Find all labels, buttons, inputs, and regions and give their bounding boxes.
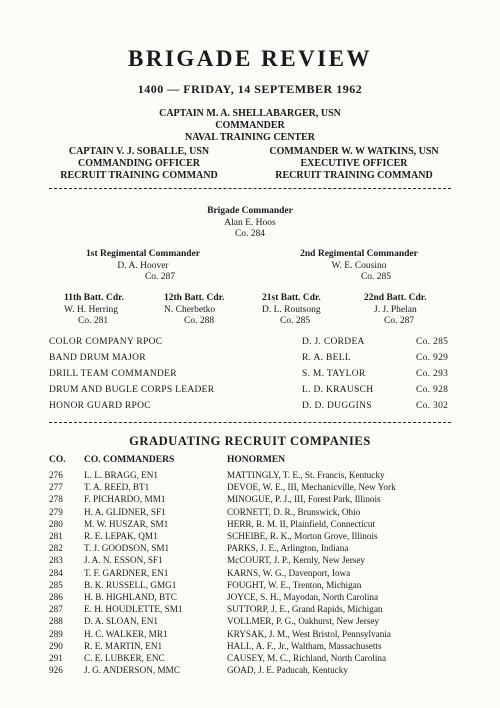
graduating-section-title: GRADUATING RECRUIT COMPANIES <box>129 434 371 448</box>
role-row <box>0 337 500 354</box>
company-number: 287 <box>49 604 63 615</box>
company-number: 926 <box>49 665 63 676</box>
company-number: 278 <box>49 494 63 505</box>
role-co: Co. 302 <box>416 401 449 411</box>
commander-block <box>0 108 500 144</box>
battalion-name: W. H. Herring <box>64 304 118 315</box>
table-row <box>0 580 500 592</box>
table-row <box>0 604 500 616</box>
battalion-name: D. L. Routsong <box>262 304 321 315</box>
battalion-title: 11th Batt. Cdr. <box>64 293 124 303</box>
company-commander: M. W. HUSZAR, SM1 <box>84 518 169 529</box>
executive-officer-block <box>251 146 457 182</box>
company-commander: R. E. MARTIN, EN1 <box>84 640 163 651</box>
battalion-title: 22nd Batt. Cdr. <box>364 293 427 303</box>
table-row <box>0 531 500 543</box>
company-number: 276 <box>49 470 63 480</box>
brigade-commander-title: Brigade Commander <box>207 206 293 216</box>
honorman: CORNETT, D. R., Brunswick, Ohio <box>227 506 361 517</box>
company-commander: T. F. GARDNER, EN1 <box>84 567 169 578</box>
brigade-commander-block <box>0 206 500 241</box>
regimental-title: 2nd Regimental Commander <box>300 249 418 259</box>
role-title: HONOR GUARD RPOC <box>49 401 151 411</box>
honorman: HERR, R. M. II, Plainfield, Connecticut <box>227 518 376 529</box>
honorman: PARKS, J. E., Arlington, Indiana <box>227 543 349 554</box>
commander-unit: NAVAL TRAINING CENTER <box>184 132 316 143</box>
role-name: D. J. CORDEA <box>302 337 365 347</box>
table-row <box>0 665 500 677</box>
role-co: Co. 293 <box>416 369 449 379</box>
battalion-commander-22 <box>358 293 458 328</box>
table-row <box>0 653 500 665</box>
honorman: JOYCE, S. H., Mayodan, North Carolina <box>227 592 379 602</box>
company-number: 289 <box>49 628 63 639</box>
company-commander: T. J. GOODSON, SM1 <box>84 543 170 554</box>
company-commander: C. E. LUBKER, ENC <box>84 653 165 663</box>
company-commander: F. PICHARDO, MM1 <box>84 494 166 505</box>
role-row <box>0 353 500 370</box>
role-name: R. A. BELL <box>302 353 351 363</box>
role-title: DRUM AND BUGLE CORPS LEADER <box>49 385 215 395</box>
company-number: 280 <box>49 518 63 529</box>
honorman: SUTTORP, J. E., Grand Rapids, Michigan <box>227 604 383 615</box>
battalion-co: Co. 288 <box>184 316 215 326</box>
table-row <box>0 507 500 519</box>
executive-officer-unit: RECRUIT TRAINING COMMAND <box>275 170 433 181</box>
role-row <box>0 369 500 386</box>
regimental-co: Co. 285 <box>360 272 392 282</box>
honorman: HALL, A. F., Jr., Waltham, Massachusetts <box>227 640 382 651</box>
regimental-title: 1st Regimental Commander <box>86 249 200 259</box>
company-number: 281 <box>49 531 63 541</box>
brigade-commander-co: Co. 284 <box>234 229 266 239</box>
honorman: DEVOE, W. E., III, Mechanicville, New York <box>227 482 396 493</box>
honorman: SCHEIBE, R. K., Morton Grove, Illinois <box>227 531 378 541</box>
battalion-commander-21 <box>258 293 358 328</box>
event-date: 1400 — FRIDAY, 14 SEPTEMBER 1962 <box>137 82 363 96</box>
company-commander: J. A. N. ESSON, SF1 <box>84 555 163 566</box>
company-commander: B. K. RUSSELL, GMG1 <box>84 579 177 590</box>
commanding-officer-unit: RECRUIT TRAINING COMMAND <box>60 170 218 181</box>
executive-officer-name: COMMANDER W. W WATKINS, USN <box>269 146 439 157</box>
honorman: McCOURT, J. P., Kernly, New Jersey <box>227 555 366 566</box>
company-commander: D. A. SLOAN, EN1 <box>84 616 159 627</box>
role-co: Co. 285 <box>416 337 449 347</box>
role-co: Co. 928 <box>416 385 449 395</box>
table-row <box>0 555 500 567</box>
role-row <box>0 401 500 418</box>
battalion-title: 21st Batt. Cdr. <box>262 293 321 303</box>
company-commander: R. E. LEPAK, QM1 <box>84 531 158 541</box>
company-number: 277 <box>49 482 63 493</box>
honorman: FOUGHT, W. E., Trenton, Michigan <box>227 579 362 590</box>
commanding-officer-block <box>44 146 234 182</box>
table-row <box>0 616 500 628</box>
role-name: S. M. TAYLOR <box>302 369 366 379</box>
company-commander: H. A. GLIDNER, SF1 <box>84 506 166 517</box>
table-row <box>0 470 500 482</box>
commander-title: COMMANDER <box>215 120 285 131</box>
table-row <box>0 568 500 580</box>
honorman: CAUSEY, M. C., Richland, North Carolina <box>227 653 387 663</box>
honorman: KARNS, W. G., Davenport, Iowa <box>227 567 351 578</box>
honorman: GOAD, J. E. Paducah, Kentucky <box>227 665 348 676</box>
honorman: MINOGUE, P. J., III, Forest Park, Illinois <box>227 494 381 505</box>
table-row <box>0 543 500 555</box>
column-header-honormen: HONORMEN <box>227 455 286 465</box>
role-name: D. D. DUGGINS <box>302 401 372 411</box>
table-row <box>0 519 500 531</box>
battalion-commander-11 <box>40 293 150 328</box>
honorman: KRYSAK, J. M., West Bristol, Pennsylvania <box>227 628 391 639</box>
battalion-name: N. Cherbetko <box>164 304 216 315</box>
commander-name: CAPTAIN M. A. SHELLABARGER, USN <box>159 108 341 119</box>
battalion-commander-12 <box>158 293 258 328</box>
company-number: 291 <box>49 653 63 663</box>
column-header-co: CO. <box>49 455 66 465</box>
dashed-divider <box>49 422 451 423</box>
regimental-name: D. A. Hoover <box>117 260 169 271</box>
commanding-officer-title: COMMANDING OFFICER <box>78 158 200 169</box>
page-title: BRIGADE REVIEW <box>128 46 372 71</box>
company-number: 288 <box>49 616 63 627</box>
commanding-officer-name: CAPTAIN V. J. SOBALLE, USN <box>68 146 210 157</box>
company-number: 283 <box>49 555 63 566</box>
honorman: VOLLMER, P. G., Oakhurst, New Jersey <box>227 616 380 627</box>
honorman: MATTINGLY, T. E., St. Francis, Kentucky <box>227 470 385 480</box>
table-row <box>0 494 500 506</box>
regimental-name: W. E. Cousino <box>331 260 387 271</box>
battalion-co: Co. 281 <box>78 316 109 326</box>
table-row <box>0 629 500 641</box>
company-commander: H. B. HIGHLAND, BTC <box>84 592 177 602</box>
role-row <box>0 385 500 402</box>
company-number: 284 <box>49 567 63 578</box>
table-row <box>0 482 500 494</box>
battalion-name: J. J. Phelan <box>374 304 417 315</box>
company-number: 290 <box>49 640 63 651</box>
battalion-title: 12th Batt. Cdr. <box>164 293 225 303</box>
company-number: 282 <box>49 543 63 554</box>
executive-officer-title: EXECUTIVE OFFICER <box>300 158 408 169</box>
battalion-co: Co. 285 <box>280 316 311 326</box>
brigade-commander-name: Alan E. Hoos <box>224 217 276 228</box>
company-number: 285 <box>49 579 63 590</box>
regimental-commander-2 <box>274 249 444 284</box>
company-number: 286 <box>49 592 63 602</box>
company-number: 279 <box>49 506 63 517</box>
dashed-divider <box>49 188 451 189</box>
column-header-commanders: CO. COMMANDERS <box>84 455 175 465</box>
regimental-co: Co. 287 <box>144 272 176 282</box>
company-commander: T. A. REED, BT1 <box>84 482 150 493</box>
company-commander: E. H. HOUDLETTE, SM1 <box>84 604 183 615</box>
company-commander: L. L. BRAGG, EN1 <box>84 470 159 480</box>
role-title: BAND DRUM MAJOR <box>49 353 146 363</box>
role-title: COLOR COMPANY RPOC <box>49 337 163 347</box>
role-co: Co. 929 <box>416 353 449 363</box>
role-title: DRILL TEAM COMMANDER <box>49 369 177 379</box>
regimental-commander-1 <box>58 249 228 284</box>
table-row <box>0 641 500 653</box>
company-commander: J. G. ANDERSON, MMC <box>84 665 180 676</box>
company-commander: H. C. WALKER, MR1 <box>84 628 168 639</box>
battalion-co: Co. 287 <box>384 316 415 326</box>
role-name: L. D. KRAUSCH <box>302 385 374 395</box>
table-row <box>0 592 500 604</box>
